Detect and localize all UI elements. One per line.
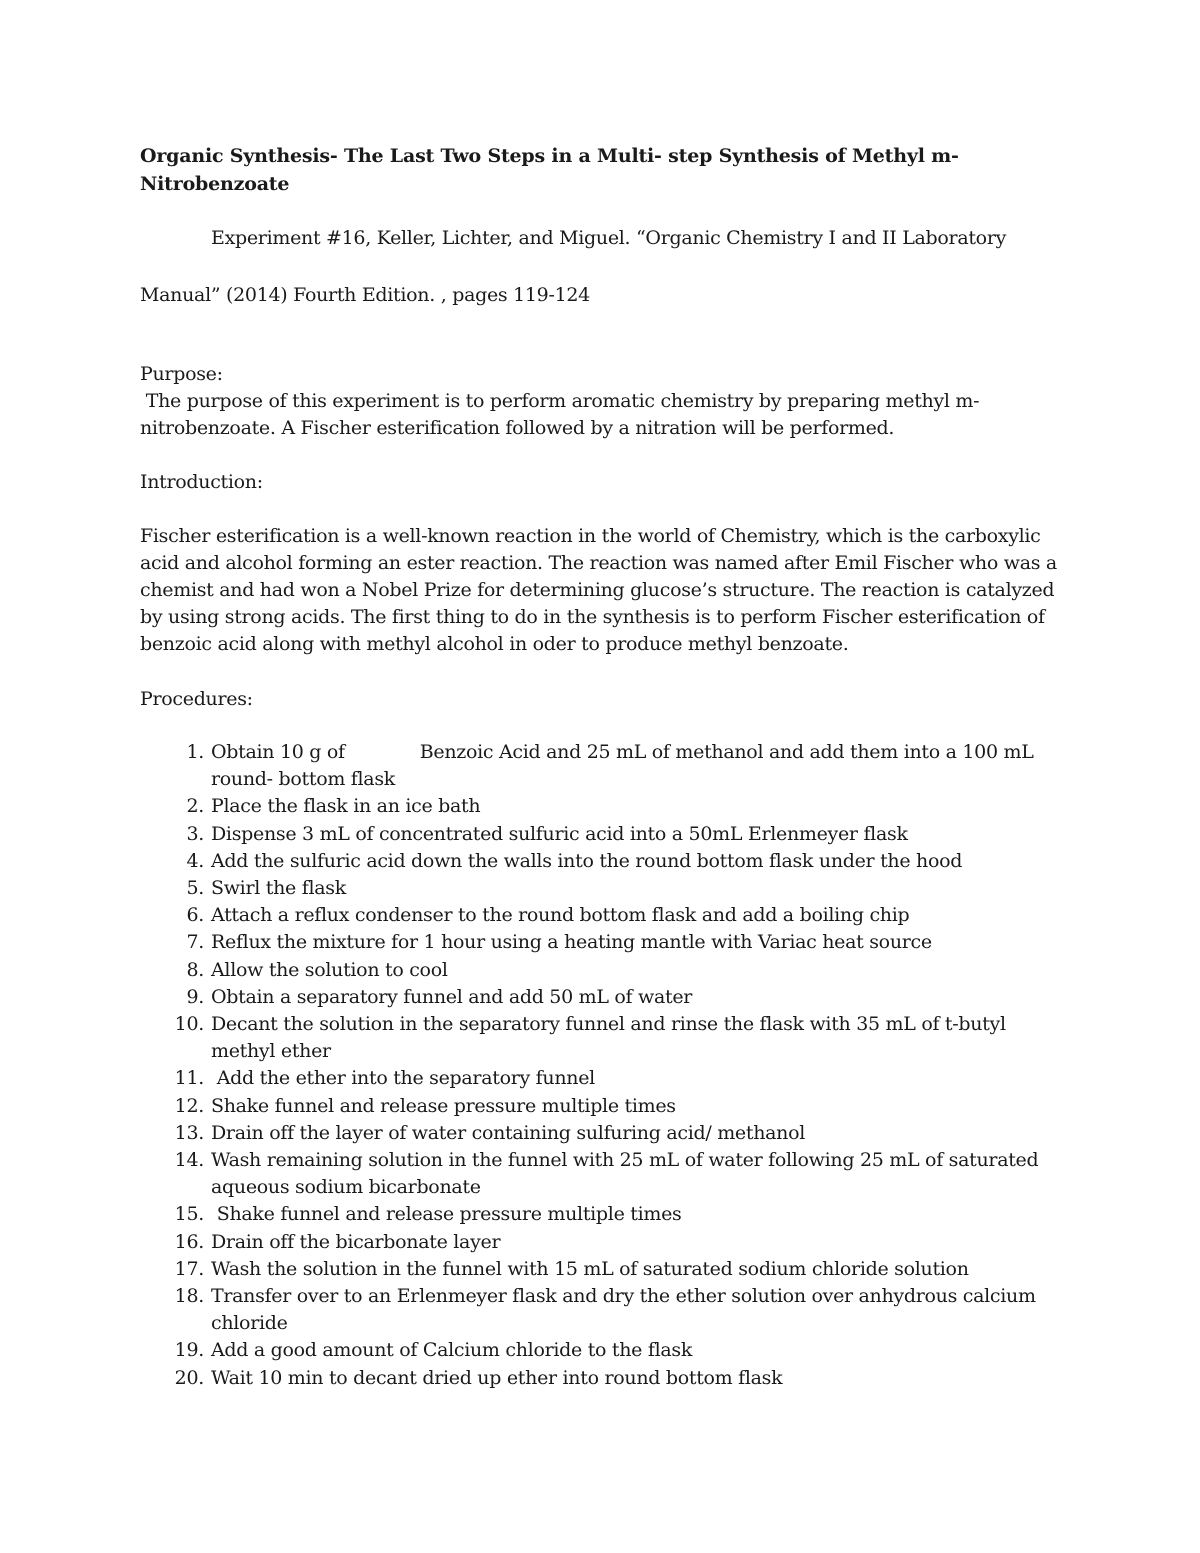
step-text: Drain off the layer of water containing sulfuring acid/ methanol: [211, 1121, 806, 1144]
step-number: 16.: [174, 1230, 204, 1253]
step-text: Add the ether into the separatory funnel: [211, 1067, 595, 1090]
citation-line-1: Experiment #16, Keller, Lichter, and Miguel. “Organic Chemistry I and II Laboratory: [211, 227, 1007, 249]
procedure-step-20: [0, 1365, 1200, 1392]
procedure-steps-list: [0, 739, 1200, 1392]
procedure-step-9: [0, 984, 1200, 1011]
step-text: Reflux the mixture for 1 hour using a heating mantle with Variac heat source: [211, 931, 932, 954]
purpose-heading: Purpose:: [140, 363, 223, 385]
step-number: 14.: [174, 1149, 204, 1172]
procedure-step-10: [0, 1011, 1200, 1065]
step-number: 8.: [186, 958, 204, 981]
step-text: Add a good amount of Calcium chloride to the flask: [211, 1339, 693, 1362]
step-text: Obtain a separatory funnel and add 50 mL of water: [211, 985, 693, 1008]
step-number: 17.: [174, 1257, 204, 1280]
step-text: Place the flask in an ice bath: [211, 795, 481, 818]
procedure-step-7: [0, 929, 1200, 956]
procedure-step-15: [0, 1201, 1200, 1228]
procedure-step-17: [0, 1256, 1200, 1283]
step-text: Shake funnel and release pressure multiple times: [211, 1094, 676, 1117]
step-text: Decant the solution in the separatory funnel and rinse the flask with 35 mL of t-butyl methyl ether: [211, 1013, 1006, 1063]
procedure-step-11: [0, 1065, 1200, 1092]
introduction-text: Fischer esterification is a well-known reaction in the world of Chemistry, which is the carboxylic acid and alcohol forming an ester reaction. The reaction was named after Emil Fischer who was a chemist and had won a Nobel Prize for determining glucose’s structure. The reaction is catalyzed by using strong acids. The first thing to do in the synthesis is to perform Fischer esterification of benzoic acid along with methyl alcohol in oder to produce methyl benzoate.: [140, 525, 1057, 655]
step-text: Wash remaining solution in the funnel with 25 mL of water following 25 mL of saturated aqueous sodium bicarbonate: [211, 1149, 1039, 1199]
introduction-heading: Introduction:: [140, 471, 263, 493]
procedure-step-1: [0, 739, 1200, 793]
purpose-text: The purpose of this experiment is to perform aromatic chemistry by preparing methyl m-nitrobenzoate. A Fischer esterification followed by a nitration will be performed.: [140, 390, 980, 439]
procedures-heading: Procedures:: [140, 688, 253, 710]
procedure-step-19: [0, 1337, 1200, 1364]
procedure-step-8: [0, 957, 1200, 984]
document-title: Organic Synthesis- The Last Two Steps in a Multi- step Synthesis of Methyl m- Nitrobenzoate: [140, 145, 959, 195]
step-text: Allow the solution to cool: [211, 958, 448, 981]
step-text: Shake funnel and release pressure multiple times: [211, 1203, 682, 1226]
procedure-step-6: [0, 902, 1200, 929]
procedure-step-3: [0, 821, 1200, 848]
step-text: Swirl the flask: [211, 877, 346, 900]
step-text: Transfer over to an Erlenmeyer flask and dry the ether solution over anhydrous calcium chloride: [211, 1285, 1036, 1335]
step-number: 6.: [186, 904, 204, 927]
step-text: Add the sulfuric acid down the walls into the round bottom flask under the hood: [211, 849, 963, 872]
procedure-step-16: [0, 1229, 1200, 1256]
step-text: Wash the solution in the funnel with 15 mL of saturated sodium chloride solution: [211, 1257, 969, 1280]
step-text: Wait 10 min to decant dried up ether into round bottom flask: [211, 1366, 783, 1389]
step-number: 3.: [186, 822, 204, 845]
step-number: 18.: [174, 1285, 204, 1308]
procedure-step-13: [0, 1120, 1200, 1147]
step-1-text-part-1: Obtain 10 g of: [211, 741, 345, 763]
step-number: 19.: [174, 1339, 204, 1362]
step-number: 2.: [186, 795, 204, 818]
step-number: 20.: [174, 1366, 204, 1389]
step-number: 5.: [186, 877, 204, 900]
step-number: 9.: [186, 985, 204, 1008]
step-number: 11.: [174, 1067, 204, 1090]
procedure-step-12: [0, 1093, 1200, 1120]
step-number: 12.: [174, 1094, 204, 1117]
procedure-step-2: [0, 793, 1200, 820]
citation-line-2: Manual” (2014) Fourth Edition. , pages 119-124: [140, 284, 590, 306]
step-number: 1.: [186, 741, 204, 763]
procedure-step-18: [0, 1283, 1200, 1337]
step-number: 15.: [174, 1203, 204, 1226]
step-text: [211, 739, 1061, 793]
procedure-step-14: [0, 1147, 1200, 1201]
step-number: 10.: [174, 1013, 204, 1036]
step-number: 7.: [186, 931, 204, 954]
step-number: 13.: [174, 1121, 204, 1144]
procedure-step-5: [0, 875, 1200, 902]
step-1-text-part-2: Benzoic Acid and 25 mL of methanol and add them into a 100 mL round- bottom flask: [211, 741, 1034, 791]
procedure-step-4: [0, 848, 1200, 875]
step-text: Drain off the bicarbonate layer: [211, 1230, 501, 1253]
step-text: Attach a reflux condenser to the round bottom flask and add a boiling chip: [211, 904, 910, 927]
step-text: Dispense 3 mL of concentrated sulfuric acid into a 50mL Erlenmeyer flask: [211, 822, 908, 845]
step-number: 4.: [186, 849, 204, 872]
